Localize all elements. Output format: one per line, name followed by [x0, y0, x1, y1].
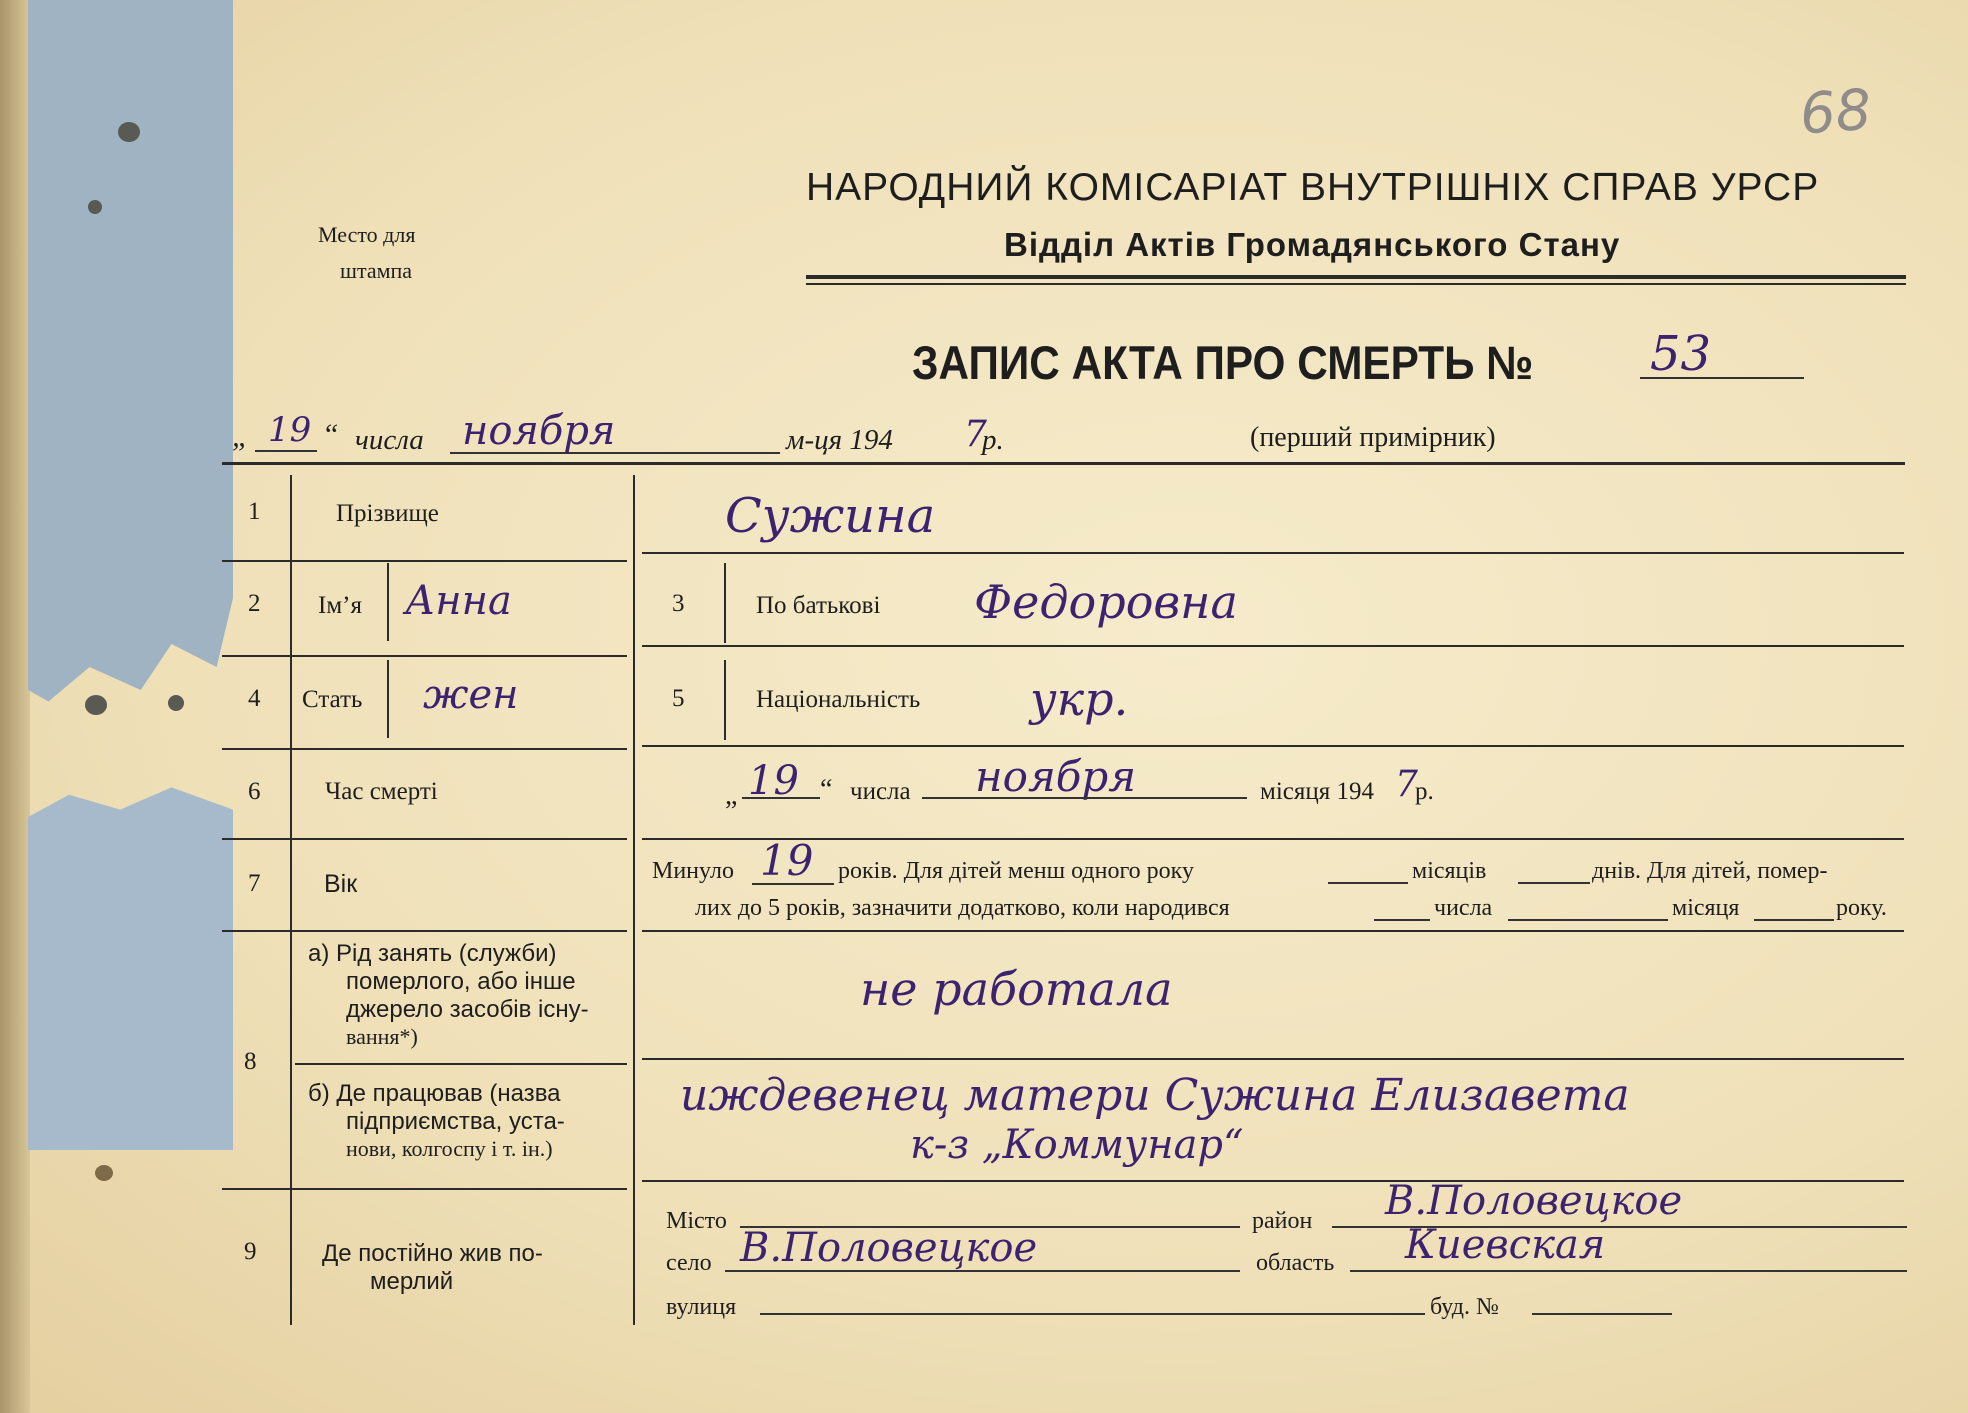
first-name-label: Ім’я: [318, 592, 362, 619]
quote-mark: “: [322, 418, 339, 451]
row-rule: [642, 838, 1904, 840]
copy-note: (перший примірник): [1250, 422, 1496, 453]
sex-label: Стать: [302, 686, 363, 713]
workplace-label: б) Де працював (назва: [308, 1080, 561, 1107]
punch-hole: [168, 695, 184, 711]
nationality-label: Національність: [756, 686, 921, 713]
row-number: 4: [248, 685, 261, 712]
date-year-digit: 7: [964, 414, 987, 455]
row-rule: [642, 930, 1904, 932]
age-text: місяців: [1412, 858, 1487, 884]
row-rule: [642, 745, 1904, 747]
row-rule: [222, 560, 627, 562]
row-rule: [642, 1180, 1904, 1182]
workplace-label: підприємства, уста-: [346, 1108, 565, 1135]
occupation-label: джерело засобів існу-: [346, 996, 589, 1023]
punch-hole: [118, 122, 140, 142]
birth-day-line: [1374, 919, 1430, 921]
row-number: 8: [244, 1048, 257, 1075]
workplace-label: нови, колгоспу і т. ін.): [346, 1136, 553, 1161]
days-line: [1518, 882, 1590, 884]
death-month-line: [922, 797, 1247, 799]
row-rule: [222, 838, 627, 840]
word-minulo: Минуло: [652, 858, 734, 884]
village-value: В.Половецкое: [740, 1225, 1038, 1271]
row-rule: [295, 1063, 627, 1065]
age-text: днів. Для дітей, помер-: [1592, 858, 1828, 884]
city-label: Місто: [666, 1208, 727, 1234]
occupation-label: померлого, або інше: [346, 968, 576, 995]
birth-year-line: [1754, 919, 1834, 921]
row-number: 2: [248, 590, 261, 617]
age-text: місяця: [1672, 895, 1740, 921]
district-value: В.Половецкое: [1385, 1178, 1683, 1224]
binding-edge: [0, 0, 30, 1413]
occupation-value: не работала: [860, 962, 1173, 1016]
workplace-value: иждевенец матери Сужина Елизавета: [680, 1070, 1630, 1121]
record-number: 53: [1650, 326, 1712, 382]
punch-hole: [88, 200, 102, 214]
blue-binding-strip-lower: [28, 780, 233, 1150]
house-line: [1532, 1313, 1672, 1315]
row-rule: [222, 748, 627, 750]
word-chisla: числа: [355, 424, 424, 456]
agency-heading: НАРОДНИЙ КОМІСАРІАТ ВНУТРІШНІХ СПРАВ УРСР: [806, 166, 1820, 209]
age-value: 19: [760, 836, 814, 885]
table-column-divider: [387, 563, 389, 641]
quote-mark: “: [820, 774, 833, 805]
word-mtsia: м-ця 194: [786, 424, 893, 456]
sex-value: жен: [423, 672, 519, 718]
residence-label: Де постійно жив по-: [322, 1240, 543, 1267]
street-line: [760, 1313, 1425, 1315]
house-label: буд. №: [1430, 1294, 1499, 1320]
quote-mark: „: [725, 780, 738, 811]
nationality-value: укр.: [1030, 672, 1129, 726]
table-column-divider: [387, 660, 389, 738]
stamp-place-label: Место для: [318, 222, 416, 247]
occupation-label: вання*): [346, 1024, 418, 1049]
patronymic-label: По батькові: [756, 592, 881, 619]
row-rule: [642, 1058, 1904, 1060]
punch-hole: [85, 695, 107, 715]
birth-month-line: [1508, 919, 1668, 921]
stamp-place-label: штампа: [340, 258, 413, 283]
row-rule: [222, 655, 627, 657]
punch-hole: [95, 1165, 113, 1181]
surname-label: Прізвище: [336, 500, 439, 527]
date-day: 19: [268, 410, 312, 450]
page-number: 68: [1797, 77, 1874, 148]
time-of-death-label: Час смерті: [325, 778, 438, 805]
date-month: ноября: [462, 408, 616, 454]
occupation-label: а) Рід занять (служби): [308, 940, 557, 967]
record-number-underline: [1640, 377, 1804, 379]
row-rule: [222, 930, 627, 932]
age-line: [752, 883, 834, 885]
word-r: р.: [1415, 778, 1434, 805]
age-text: року.: [1836, 895, 1887, 921]
death-year-digit: 7: [1395, 764, 1418, 805]
age-text: числа: [1434, 895, 1493, 921]
date-month-line: [450, 452, 780, 454]
village-label: село: [666, 1250, 712, 1276]
region-line: [1350, 1270, 1907, 1272]
row-number: 6: [248, 778, 261, 805]
date-day-line: [255, 450, 317, 452]
surname-value: Сужина: [725, 488, 936, 544]
table-column-divider: [724, 660, 726, 740]
word-r: р.: [982, 424, 1004, 456]
district-label: район: [1252, 1208, 1313, 1234]
row-number: 7: [248, 870, 261, 897]
region-value: Киевская: [1405, 1222, 1606, 1268]
row-rule: [642, 552, 1904, 554]
quote-mark: „: [232, 420, 249, 453]
table-column-divider: [633, 475, 635, 1325]
word-misiatsia: місяця 194: [1260, 778, 1374, 805]
death-day-line: [742, 797, 820, 799]
village-line: [725, 1270, 1240, 1272]
first-name-value: Анна: [405, 578, 512, 624]
header-rule: [806, 283, 1906, 285]
header-rule: [806, 275, 1906, 279]
row-rule: [222, 1188, 627, 1190]
row-number: 1: [248, 498, 261, 525]
workplace-farm: к-з „Коммунар“: [910, 1122, 1244, 1168]
death-day: 19: [748, 758, 799, 804]
table-top-rule: [222, 462, 1905, 465]
age-label: Вік: [324, 870, 358, 898]
age-text: лих до 5 років, зазначити додатково, коли народився: [695, 895, 1230, 921]
table-column-divider: [290, 475, 292, 1325]
row-rule: [642, 645, 1904, 647]
months-line: [1328, 882, 1408, 884]
row-number: 3: [672, 590, 685, 617]
patronymic-value: Федоровна: [974, 575, 1238, 629]
word-chisla: числа: [850, 778, 911, 805]
row-number: 9: [244, 1238, 257, 1265]
age-text: років. Для дітей менш одного року: [838, 858, 1195, 884]
residence-label: мерлий: [370, 1268, 454, 1295]
death-month: ноября: [975, 752, 1137, 801]
row-number: 5: [672, 685, 685, 712]
region-label: область: [1256, 1250, 1335, 1276]
form-title: ЗАПИС АКТА ПРО СМЕРТЬ №: [912, 336, 1534, 389]
street-label: вулиця: [666, 1294, 737, 1320]
department-heading: Відділ Актів Громадянського Стану: [1004, 226, 1621, 263]
table-column-divider: [724, 563, 726, 643]
